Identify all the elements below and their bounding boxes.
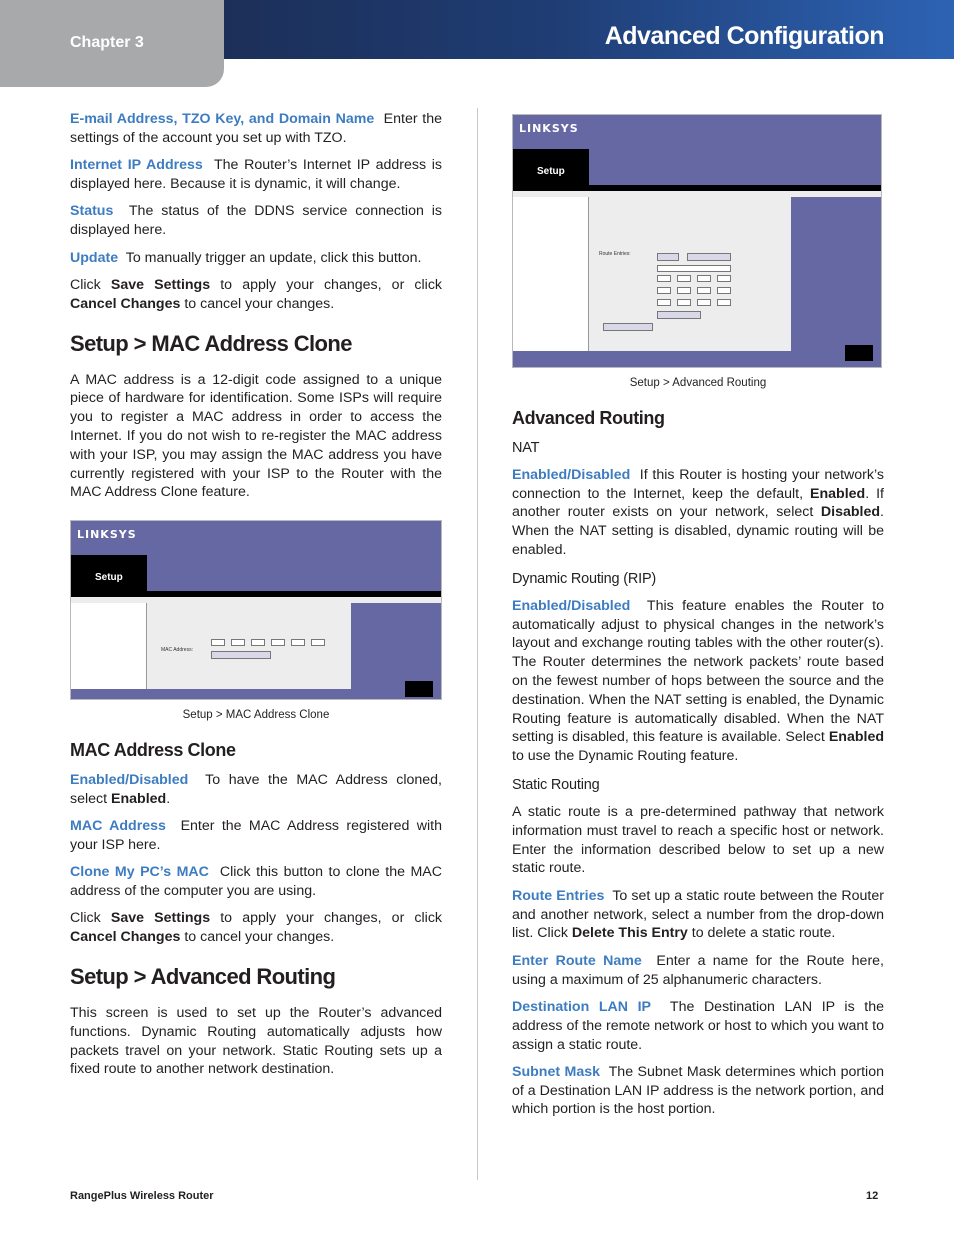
figure-mac-clone [70, 520, 442, 725]
keyword: Update [70, 249, 119, 266]
para-adv-intro: This screen is used to set up the Router’s advanced functions. Dynamic Routing automatically adjusts how packets travel on your network. Static Routing sets up a fixed route to another network destination. [70, 1005, 442, 1078]
keyword: Enabled/Disabled [512, 597, 631, 614]
linksys-logo: LINKSYS [77, 528, 137, 542]
para-save-1: Click Save Settings to apply your changes, or click Cancel Changes to cancel your changes. [70, 276, 443, 312]
heading-advanced-routing: Setup > Advanced Routing [70, 964, 336, 990]
para-static: A static route is a pre-determined pathway that network information must travel to reach a specific host or network. Enter the information described below to set up a new static route. [512, 803, 884, 877]
right-column [512, 110, 884, 1128]
heading-nat: NAT [512, 439, 540, 456]
keyword: Clone My PC’s MAC [70, 864, 209, 881]
para-route-entries: Route Entries To set up a static route between the Router and another network, select a number from the drop-down list. Click Delete This Entry to delete a static route. [512, 887, 884, 942]
linksys-logo: LINKSYS [519, 122, 579, 135]
column-divider [477, 108, 478, 1180]
para-mac-address: MAC Address Enter the MAC Address registered with your ISP here. [70, 818, 443, 853]
screenshot-advanced-routing: LINKSYS Setup Route Entries: [512, 114, 882, 368]
para-email: E-mail Address, TZO Key, and Domain Name Enter the settings of the account you set up with TZO. [70, 111, 443, 146]
caption-mac-clone: Setup > MAC Address Clone [182, 709, 330, 722]
keyword: Enabled/Disabled [512, 466, 631, 483]
keyword: E-mail Address, TZO Key, and Domain Name [70, 111, 375, 127]
para-nat: Enabled/Disabled If this Router is hosting your network’s connection to the Internet, keep the default, Enabled. If another router exists on your network, select Disabled. When the NAT setting is disabled, dynamic routing will be enabled. [512, 466, 884, 558]
para-rip: Enabled/Disabled This feature enables the Router to automatically adjust to physical changes in the network’s layout and exchange routing tables with the other router(s). The Router determines the network packets’ route based on the fewest number of hops between the source and the destination. When the NAT setting is enabled, the Dynamic Routing feature is automatically disabled. When the NAT setting is disabled, this feature is available. Select Enabled to use the Dynamic Routing feature. [512, 597, 884, 765]
keyword: Route Entries [512, 887, 605, 904]
chapter-label: Chapter 3 [70, 34, 144, 51]
keyword: Enabled/Disabled [70, 771, 189, 788]
para-mac-intro: A MAC address is a 12-digit code assigned to a unique piece of hardware for identification. Some ISPs will require you to register a MAC address in order to access the Internet. If you do not wish to re-register the MAC address with your ISP, you may assign the MAC address you have currently registered with your ISP to the Router with the MAC Address Clone feature. [70, 371, 442, 501]
screenshot-mac-clone: LINKSYS Setup MAC Address: [70, 520, 442, 700]
caption-advanced-routing: Setup > Advanced Routing [629, 377, 767, 389]
heading-static-routing: Static Routing [512, 776, 600, 793]
footer-product: RangePlus Wireless Router [70, 1190, 214, 1202]
page-title: Advanced Configuration [604, 22, 884, 50]
keyword: Internet IP Address [70, 157, 203, 174]
keyword: Subnet Mask [512, 1063, 601, 1080]
figure-advanced-routing [512, 114, 884, 393]
para-ip: Internet IP Address The Router’s Internet IP address is displayed here. Because it is dynamic, it will change. [70, 157, 443, 192]
para-dest-lan: Destination LAN IP The Destination LAN IP is the address of the remote network or host to which you want to assign a static route. [512, 998, 884, 1053]
heading-advanced-routing-sub: Advanced Routing [512, 407, 665, 428]
keyword: Status [70, 203, 114, 220]
heading-mac-address-clone: MAC Address Clone [70, 739, 236, 760]
para-route-name: Enter Route Name Enter a name for the Route here, using a maximum of 25 alphanumeric characters. [512, 952, 884, 988]
para-clone-mac: Clone My PC’s MAC Click this button to clone the MAC address of the computer you are using. [70, 864, 442, 900]
para-status: Status The status of the DDNS service connection is displayed here. [70, 203, 442, 239]
para-update: Update To manually trigger an update, click this button. [70, 249, 422, 266]
keyword: Enter Route Name [512, 952, 642, 969]
keyword: Destination LAN IP [512, 998, 651, 1015]
keyword: MAC Address [70, 818, 166, 835]
page-number: 12 [866, 1190, 879, 1202]
para-mac-enabled: Enabled/Disabled To have the MAC Address cloned, select Enabled. [70, 771, 442, 807]
para-save-2: Click Save Settings to apply your changes, or click Cancel Changes to cancel your changes. [70, 910, 443, 946]
para-subnet-mask: Subnet Mask The Subnet Mask determines which portion of a Destination LAN IP address is the network portion, and which portion is the host portion. [512, 1063, 884, 1118]
heading-dynamic-routing: Dynamic Routing (RIP) [512, 570, 657, 587]
heading-mac-clone: Setup > MAC Address Clone [70, 330, 352, 356]
left-column [70, 110, 442, 1088]
